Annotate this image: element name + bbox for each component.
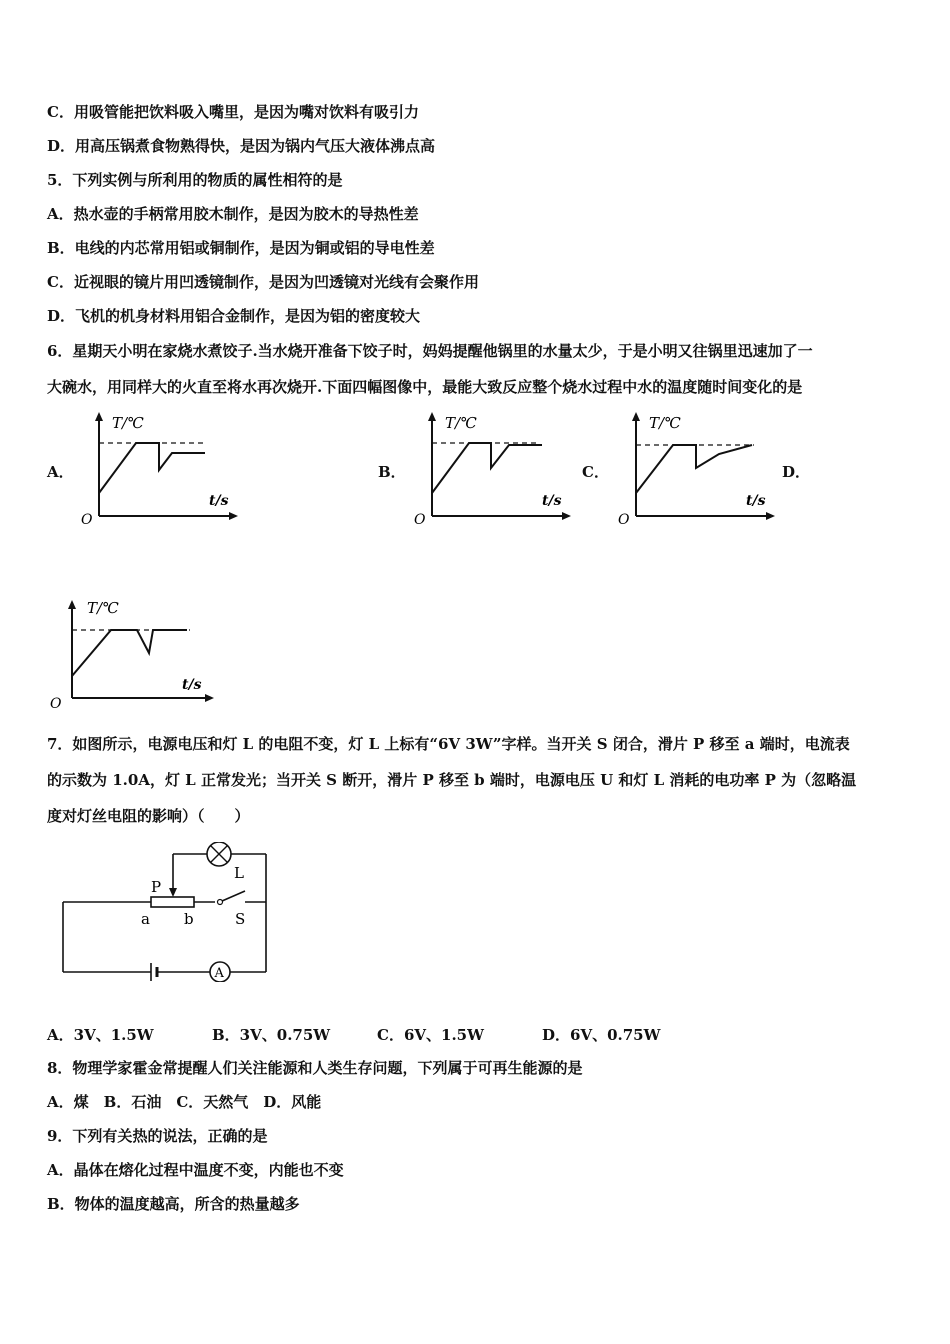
q5-option-d: D．飞机的机身材料用铝合金制作，是因为铝的密度较大 bbox=[47, 307, 421, 325]
q7-stem-line2: 的示数为 1.0A，灯 L 正常发光；当开关 S 断开，滑片 P 移至 b 端时，电源电压 U 和灯 L 消耗的电功率 P 为（忽略温 bbox=[47, 771, 857, 789]
q6-label-b: B． bbox=[378, 463, 406, 481]
q4-option-c: C．用吸管能把饮料吸入嘴里，是因为嘴对饮料有吸引力 bbox=[47, 103, 419, 121]
rheostat-end-a: a bbox=[141, 910, 150, 928]
graph-d-x-label: t/s bbox=[182, 677, 202, 693]
q5-stem: 5．下列实例与所利用的物质的属性相符的是 bbox=[47, 171, 343, 189]
rheostat-end-b: b bbox=[184, 910, 194, 928]
q7-circuit-diagram bbox=[55, 842, 280, 986]
q7-choice-b: B．3V、0.75W bbox=[212, 1026, 331, 1044]
q5-option-b: B．电线的内芯常用铝或铜制作，是因为铜或铝的导电性差 bbox=[47, 239, 435, 257]
graph-b-x-label: t/s bbox=[542, 493, 562, 509]
graph-c-y-label: T/℃ bbox=[649, 414, 681, 432]
q6-label-d: D． bbox=[782, 463, 811, 481]
q6-label-c: C． bbox=[582, 463, 609, 481]
graph-d-y-label: T/℃ bbox=[87, 599, 119, 617]
graph-b-origin: O bbox=[414, 512, 426, 528]
q6-graph-c bbox=[609, 408, 779, 537]
q4-option-d: D．用高压锅煮食物熟得快，是因为锅内气压大液体沸点高 bbox=[47, 137, 436, 155]
q6-graph-a bbox=[72, 408, 242, 537]
q6-graph-b bbox=[405, 408, 575, 537]
graph-a-x-label: t/s bbox=[209, 493, 229, 509]
graph-c-origin: O bbox=[618, 512, 630, 528]
q7-stem-line3: 度对灯丝电阻的影响）（ ） bbox=[47, 807, 250, 825]
graph-a-y-label: T/℃ bbox=[112, 414, 144, 432]
q6-graph-d bbox=[45, 596, 220, 720]
graph-a-origin: O bbox=[81, 512, 93, 528]
ammeter-label: A bbox=[214, 966, 224, 981]
q9-option-a: A．晶体在熔化过程中温度不变，内能也不变 bbox=[47, 1161, 344, 1179]
q7-choice-a: A．3V、1.5W bbox=[47, 1026, 154, 1044]
q5-option-a: A．热水壶的手柄常用胶木制作，是因为胶木的导热性差 bbox=[47, 205, 419, 223]
q6-label-a: A． bbox=[47, 463, 74, 481]
lamp-label-l: L bbox=[234, 864, 244, 882]
graph-c-x-label: t/s bbox=[746, 493, 766, 509]
slider-label-p: P bbox=[151, 878, 162, 896]
graph-d-origin: O bbox=[50, 696, 62, 712]
q8-stem: 8．物理学家霍金常提醒人们关注能源和人类生存问题，下列属于可再生能源的是 bbox=[47, 1059, 583, 1077]
q6-stem-line1: 6．星期天小明在家烧水煮饺子.当水烧开准备下饺子时，妈妈提醒他锅里的水量太少，于是小明又往锅里迅速加了一 bbox=[47, 342, 813, 360]
q8-options: A．煤 B．石油 C．天然气 D．风能 bbox=[47, 1093, 322, 1111]
q7-stem-line1: 7．如图所示，电源电压和灯 L 的电阻不变，灯 L 上标有“6V 3W”字样。当开关 S 闭合，滑片 P 移至 a 端时，电流表 bbox=[47, 735, 850, 753]
switch-label-s: S bbox=[235, 910, 246, 928]
q9-option-b: B．物体的温度越高，所含的热量越多 bbox=[47, 1195, 300, 1213]
q5-option-c: C．近视眼的镜片用凹透镜制作，是因为凹透镜对光线有会聚作用 bbox=[47, 273, 479, 291]
q9-stem: 9．下列有关热的说法，正确的是 bbox=[47, 1127, 268, 1145]
q7-choice-c: C．6V、1.5W bbox=[377, 1026, 484, 1044]
graph-b-y-label: T/℃ bbox=[445, 414, 477, 432]
q6-stem-line2: 大碗水，用同样大的火直至将水再次烧开.下面四幅图像中，最能大致反应整个烧水过程中水的温度随时间变化的是 bbox=[47, 378, 803, 396]
q7-choice-d: D．6V、0.75W bbox=[542, 1026, 661, 1044]
